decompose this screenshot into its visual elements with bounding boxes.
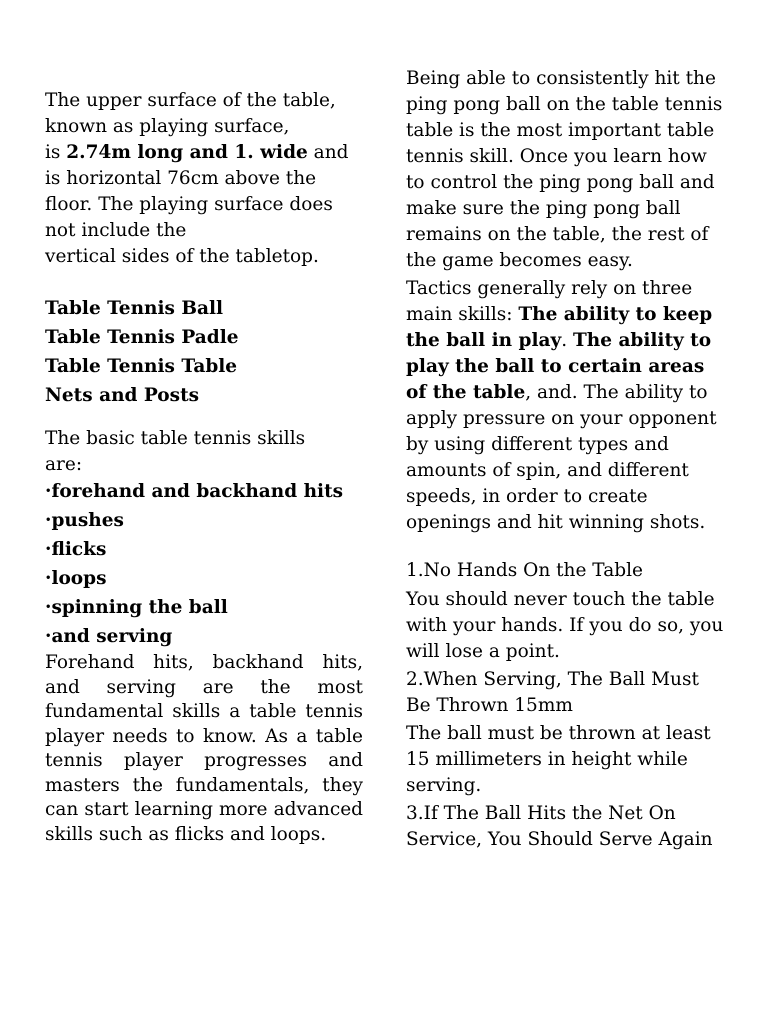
equipment-list	[45, 294, 363, 410]
text-fragment: .	[561, 330, 574, 351]
rule2-text: The ball must be thrown at least 15 millimeters in height while serving.	[406, 723, 711, 796]
skill-item: ·flicks	[45, 539, 107, 560]
rule1-title: 1.No Hands On the Table	[406, 560, 643, 581]
skill-item: ·spinning the ball	[45, 597, 228, 618]
equipment-item-table: Table Tennis Table	[45, 356, 238, 377]
consistency-paragraph: Being able to consistently hit the ping pong ball on the table tennis table is the most important table tennis skill. Once you learn how to control the ping pong ball and make sure the ping pong ball remains on the table, the rest of the game becomes easy.	[406, 68, 723, 271]
text-fragment: and	[307, 142, 349, 163]
text-line	[45, 140, 363, 166]
rule1-text: You should never touch the table with your hands. If you do so, you will lose a point.	[406, 589, 724, 662]
text-line: The basic table tennis skills	[45, 428, 306, 449]
skill-item: ·forehand and backhand hits	[45, 481, 344, 502]
right-column	[406, 66, 728, 853]
left-column	[45, 88, 363, 847]
text-fragment: is	[45, 142, 67, 163]
text-fragment: Tactics generally rely on three main skills:	[406, 278, 693, 325]
equipment-item-net: Nets and Posts	[45, 385, 200, 406]
skill-item: ·loops	[45, 568, 107, 589]
rule3-title: 3.If The Ball Hits the Net On Service, You Should Serve Again	[406, 803, 713, 850]
skills-list	[45, 477, 363, 651]
text-line: known as playing surface,	[45, 116, 290, 137]
tactics-paragraph	[406, 276, 728, 536]
table-dimensions-bold: 2.74m long and 1. wide	[66, 142, 308, 163]
fundamentals-paragraph: Forehand hits, backhand hits, and serving are the most fundamental skills a table tennis player needs to know. As a table tennis player progresses and masters the fundamentals, they can start learning more advanced skills such as flicks and loops.	[45, 652, 363, 845]
text-line: vertical sides of the tabletop.	[45, 246, 319, 267]
text-line: not include the	[45, 220, 187, 241]
tactics-skill-bold: The ability to keep the ball in play	[406, 304, 713, 351]
text-line: is horizontal 76cm above the	[45, 168, 317, 189]
equipment-item-ball: Table Tennis Ball	[45, 298, 224, 319]
playing-surface-paragraph	[45, 88, 363, 270]
text-line: are:	[45, 454, 83, 475]
rule2-title: 2.When Serving, The Ball Must Be Thrown 15mm	[406, 669, 699, 716]
skill-item: ·and serving	[45, 626, 173, 647]
text-line: The upper surface of the table,	[45, 90, 336, 111]
text-line: floor. The playing surface does	[45, 194, 333, 215]
equipment-item-paddle: Table Tennis Padle	[45, 327, 239, 348]
text-fragment: , and. The ability to apply pressure on your opponent by using different types and amounts of spin, and different speeds, in order to create openings and hit winning shots.	[406, 382, 717, 533]
skill-item: ·pushes	[45, 510, 124, 531]
tactics-skill-bold: The ability to play the ball to certain areas of the table	[406, 330, 712, 403]
skills-intro	[45, 426, 363, 478]
